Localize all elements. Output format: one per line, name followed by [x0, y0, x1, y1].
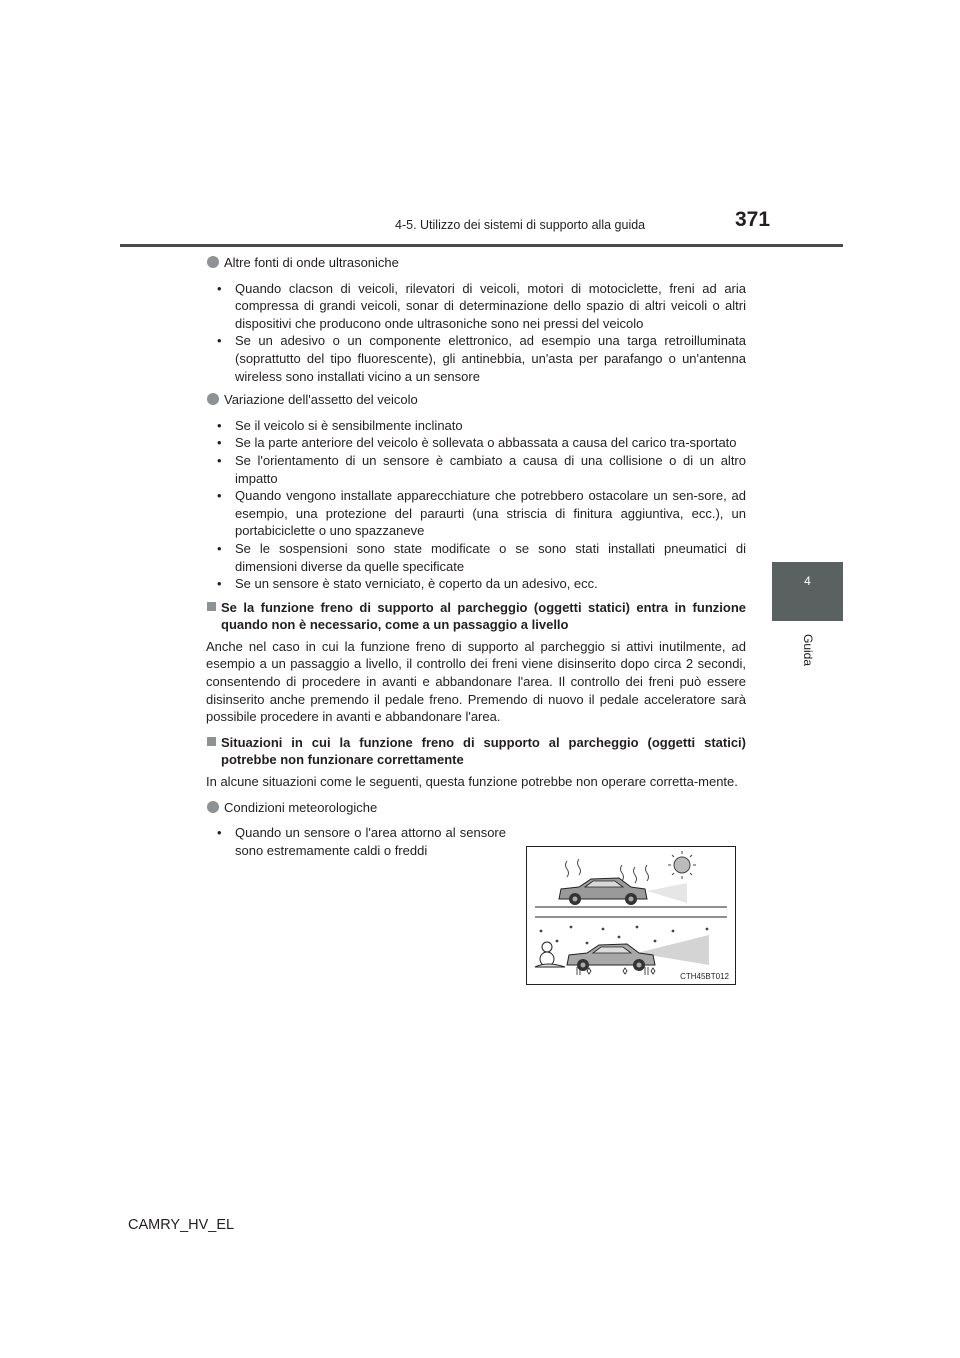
bullet-label: Altre fonti di onde ultrasoniche [224, 255, 399, 270]
illustration-code: CTH45BT012 [680, 972, 729, 981]
chapter-label [780, 632, 836, 668]
bullet-heading [206, 391, 746, 409]
header-rule [120, 244, 843, 247]
list-item: • Quando clacson di veicoli, rilevatori di veicoli, motori di motociclette, freni ad aria compressa di grandi veicoli, sonar di determinazione dello spazio di altri veicoli o altri dispositivi che producono onde ultrasoniche sono nei pressi del veicolo [206, 280, 746, 333]
section-header: 4-5. Utilizzo dei sistemi di supporto alla guida [395, 218, 646, 232]
list-item: • Quando vengono installate apparecchiature che potrebbero ostacolare un sen-sore, ad esempio, una protezione del paraurti (una striscia di finitura aggiuntiva, ecc.), un portabiciclette o uno spazzaneve [206, 487, 746, 540]
paragraph: Anche nel caso in cui la funzione freno di supporto al parcheggio si attivi inutilmente, ad esempio a un passaggio a livello, il controllo dei freni viene disinserito dopo circa 2 secondi, consentendo di procedere in avanti e abbandonare l'area. Il controllo dei freni può essere disinserito anche premendo il pedale freno. Premendo di nuovo il pedale acceleratore sarà possibile procedere in avanti e abbandonare l'area. [206, 638, 746, 725]
section-heading [206, 734, 746, 769]
paragraph: In alcune situazioni come le seguenti, questa funzione potrebbe non operare corretta-mente. [206, 774, 738, 790]
list-item: • Se il veicolo si è sensibilmente inclinato [206, 417, 746, 435]
snowman-icon [535, 942, 565, 967]
circle-bullet-icon [207, 801, 219, 813]
list-item: • Se l'orientamento di un sensore è cambiato a causa di una collisione o di un altro impatto [206, 452, 746, 487]
car-icon [567, 944, 655, 971]
section-heading-text: Se la funzione freno di supporto al parcheggio (oggetti statici) entra in funzione quando non è necessario, come a un passaggio a livello [221, 599, 746, 633]
page-number: 371 [735, 208, 771, 231]
bullet-label: Condizioni meteorologiche [224, 799, 378, 815]
list-item: • Se le sospensioni sono state modificate o se sono stati installati pneumatici di dimensioni diverse da quelle specificate [206, 540, 746, 575]
illustration-drawing [527, 847, 735, 984]
list-item: • Se un sensore è stato verniciato, è coperto da un adesivo, ecc. [206, 575, 746, 593]
section-heading [206, 599, 746, 634]
bullet-label: Variazione dell'assetto del veicolo [224, 392, 418, 408]
bullet-heading [206, 254, 746, 272]
chapter-tab [772, 562, 843, 621]
list-item: • Se un adesivo o un componente elettronico, ad esempio una targa retroilluminata (soprattutto del tipo fluorescente), gli antinebbia, un'asta per parafango o un'antenna wireless sono installati vicino a un sensore [206, 332, 746, 385]
square-bullet-icon [207, 737, 216, 746]
circle-bullet-icon [207, 393, 219, 405]
car-icon [559, 878, 647, 905]
square-bullet-icon [207, 602, 216, 611]
sub-list [206, 824, 506, 859]
sub-list [206, 417, 746, 593]
list-item: • Se la parte anteriore del veicolo è sollevata o abbassata a causa del carico tra-sportato [206, 434, 746, 452]
circle-bullet-icon [207, 256, 219, 268]
footer-code: CAMRY_HV_EL [128, 1217, 235, 1233]
page-content [206, 254, 746, 865]
section-heading-text: Situazioni in cui la funzione freno di supporto al parcheggio (oggetti statici) potrebbe non funzionare correttamente [221, 734, 746, 768]
sub-list [206, 280, 746, 386]
chapter-label-text: Guida [801, 633, 815, 667]
weather-illustration [526, 846, 736, 985]
bullet-heading [206, 799, 746, 817]
sun-icon [668, 851, 696, 879]
chapter-number: 4 [804, 574, 811, 588]
list-item: • Quando un sensore o l'area attorno al sensore sono estremamente caldi o freddi [206, 824, 506, 859]
headlight-beam [647, 883, 687, 903]
